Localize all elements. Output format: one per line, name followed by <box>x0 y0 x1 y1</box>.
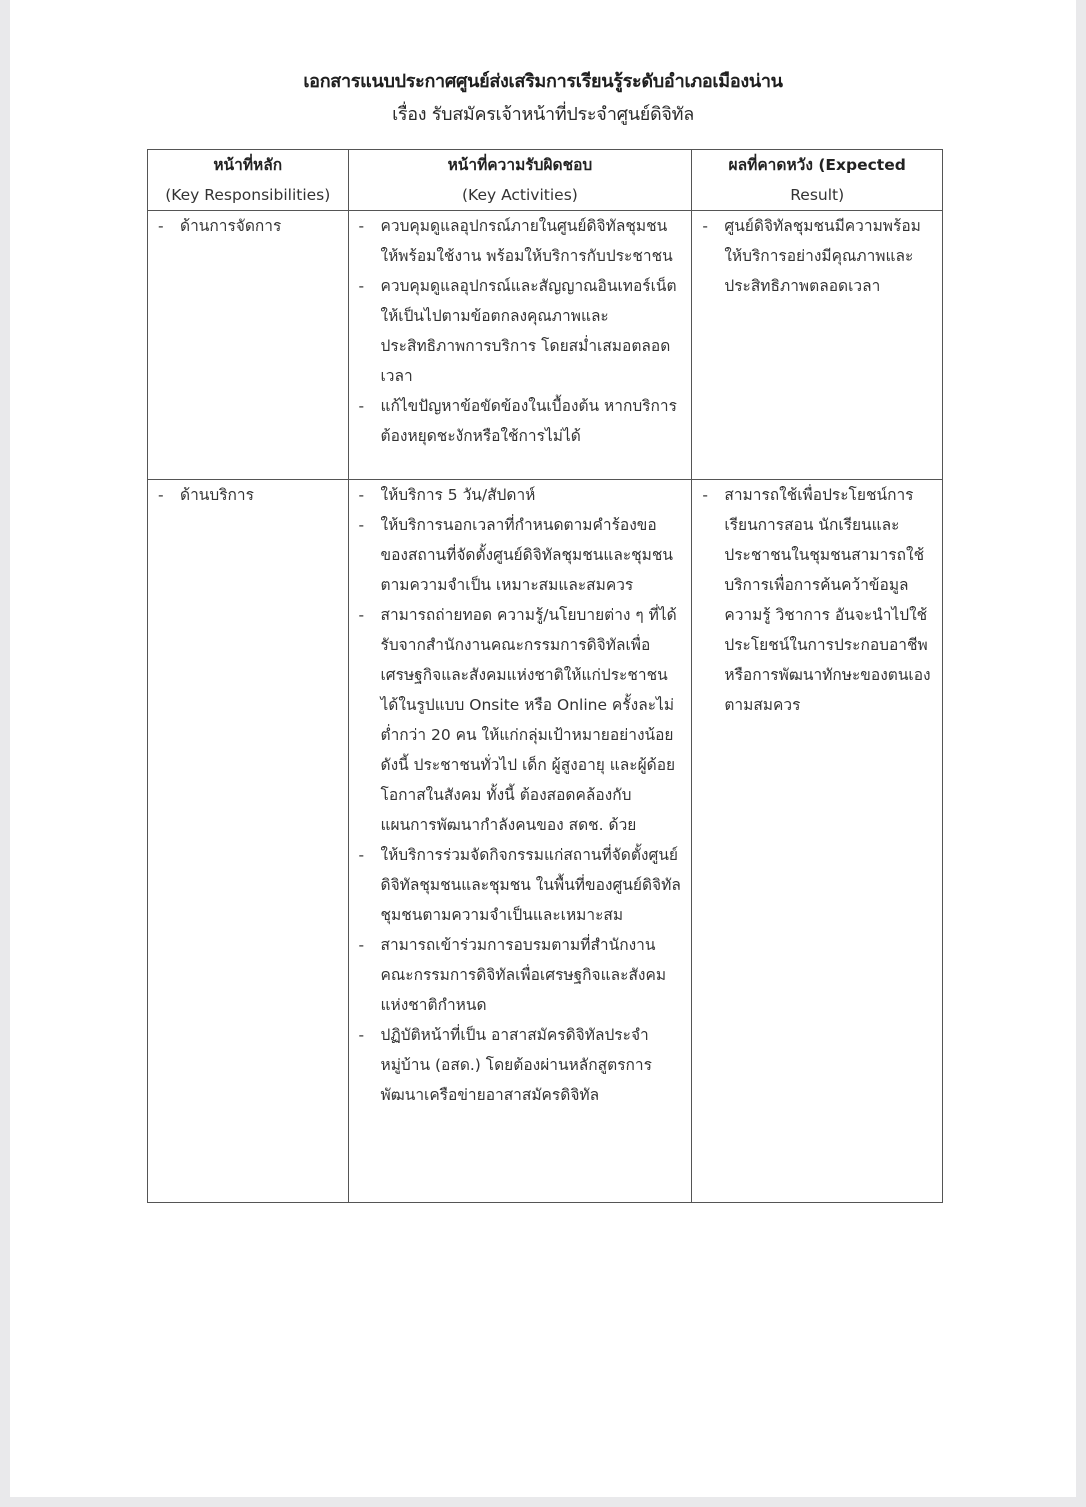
activity-text: สามารถถ่ายทอด ความรู้/นโยบายต่าง ๆ ที่ได้รับจากสำนักงานคณะกรรมการดิจิทัลเพื่อเศรษฐกิจและสังคมแห่งชาติให้แก่ประชาชนได้ในรูปแบบ Onsite หรือ Online ครั้งละไม่ต่ำกว่า 20 คน ให้แก่กลุ่มเป้าหมายอย่างน้อย ดังนี้ ประชาชนทั่วไป เด็ก ผู้สูงอายุ และผู้ด้อยโอกาสในสังคม ทั้งนี้ ต้องสอดคล้องกับแผนการพัฒนากำลังคนของ สดช. ด้วย <box>380 606 677 834</box>
responsibility-cell <box>148 480 349 1203</box>
expected-result-cell <box>692 480 943 1203</box>
activity-item <box>349 211 692 271</box>
activity-text: ให้บริการ 5 วัน/สัปดาห์ <box>380 486 536 504</box>
table-row <box>148 211 943 480</box>
responsibilities-table <box>147 149 943 1203</box>
header-thai: หน้าที่หลัก <box>213 156 283 174</box>
bullet-dash: - <box>702 486 708 504</box>
activities-cell <box>348 211 692 480</box>
activity-text: ปฏิบัติหน้าที่เป็น อาสาสมัครดิจิทัลประจำหมู่บ้าน (อสด.) โดยต้องผ่านหลักสูตรการพัฒนาเครือข่ายอาสาสมัครดิจิทัล <box>380 1026 652 1104</box>
header-key-activities <box>348 150 692 211</box>
activity-item <box>349 1020 692 1110</box>
header-english: Result) <box>790 186 845 204</box>
activity-item <box>349 840 692 930</box>
document-subtitle: เรื่อง รับสมัครเจ้าหน้าที่ประจำศูนย์ดิจิทัล <box>392 104 694 125</box>
activity-text: แก้ไขปัญหาข้อขัดข้องในเบื้องต้น หากบริการต้องหยุดชะงักหรือใช้การไม่ได้ <box>380 397 677 445</box>
header-expected-result <box>692 150 943 211</box>
bullet-dash: - <box>358 1026 365 1044</box>
responsibility-cell <box>148 211 349 480</box>
responsibility-label: ด้านบริการ <box>180 486 254 504</box>
responsibility-label: ด้านการจัดการ <box>180 217 282 235</box>
activity-text: ควบคุมดูแลอุปกรณ์ภายในศูนย์ดิจิทัลชุมชนให้พร้อมใช้งาน พร้อมให้บริการกับประชาชน <box>380 217 673 265</box>
table-row <box>148 480 943 1203</box>
activity-text: ให้บริการร่วมจัดกิจกรรมแก่สถานที่จัดตั้งศูนย์ดิจิทัลชุมชนและชุมชน ในพื้นที่ของศูนย์ดิจิทัลชุมชนตามความจำเป็นและเหมาะสม <box>380 846 681 924</box>
header-thai: หน้าที่ความรับผิดชอบ <box>447 156 593 174</box>
activity-text: สามารถเข้าร่วมการอบรมตามที่สำนักงานคณะกรรมการดิจิทัลเพื่อเศรษฐกิจและสังคมแห่งชาติกำหนด <box>380 936 667 1014</box>
document-title: เอกสารแนบประกาศศูนย์ส่งเสริมการเรียนรู้ระดับอำเภอเมืองน่าน <box>303 71 783 92</box>
expected-text: ศูนย์ดิจิทัลชุมชนมีความพร้อมให้บริการอย่างมีคุณภาพและประสิทธิภาพตลอดเวลา <box>724 217 921 295</box>
bullet-dash: - <box>702 217 708 235</box>
activity-item <box>349 271 692 391</box>
bullet-dash: - <box>358 516 365 534</box>
bullet-dash: - <box>358 397 365 415</box>
header-english: (Key Responsibilities) <box>165 186 331 204</box>
table-header-row <box>148 150 943 211</box>
activity-item <box>349 600 692 840</box>
expected-text: สามารถใช้เพื่อประโยชน์การเรียนการสอน นักเรียนและประชาชนในชุมชนสามารถใช้บริการเพื่อการค้นคว้าข้อมูลความรู้ วิชาการ อันจะนำไปใช้ประโยชน์ในการประกอบอาชีพหรือการพัฒนาทักษะของตนเองตามสมควร <box>724 486 931 714</box>
bullet-dash: - <box>358 277 365 295</box>
activity-text: ควบคุมดูแลอุปกรณ์และสัญญาณอินเทอร์เน็ตให้เป็นไปตามข้อตกลงคุณภาพและประสิทธิภาพการบริการ โดยสม่ำเสมอตลอดเวลา <box>380 277 677 385</box>
bullet-dash: - <box>358 606 365 624</box>
bullet-dash: - <box>358 846 365 864</box>
bullet-dash: - <box>358 936 365 954</box>
bullet-dash: - <box>158 217 164 235</box>
header-thai: ผลที่คาดหวัง (Expected <box>728 156 906 174</box>
activity-text: ให้บริการนอกเวลาที่กำหนดตามคำร้องขอของสถานที่จัดตั้งศูนย์ดิจิทัลชุมชนและชุมชนตามความจำเป็น เหมาะสมและสมควร <box>380 516 674 594</box>
activity-item <box>349 391 692 451</box>
header-key-responsibilities <box>148 150 349 211</box>
expected-result-cell <box>692 211 943 480</box>
activity-item <box>349 510 692 600</box>
bullet-dash: - <box>358 217 365 235</box>
bullet-dash: - <box>158 486 164 504</box>
activity-item <box>349 930 692 1020</box>
expected-item <box>692 480 942 720</box>
bullet-dash: - <box>358 486 365 504</box>
activity-item <box>349 480 692 510</box>
header-english: (Key Activities) <box>462 186 578 204</box>
activities-cell <box>348 480 692 1203</box>
expected-item <box>692 211 942 301</box>
